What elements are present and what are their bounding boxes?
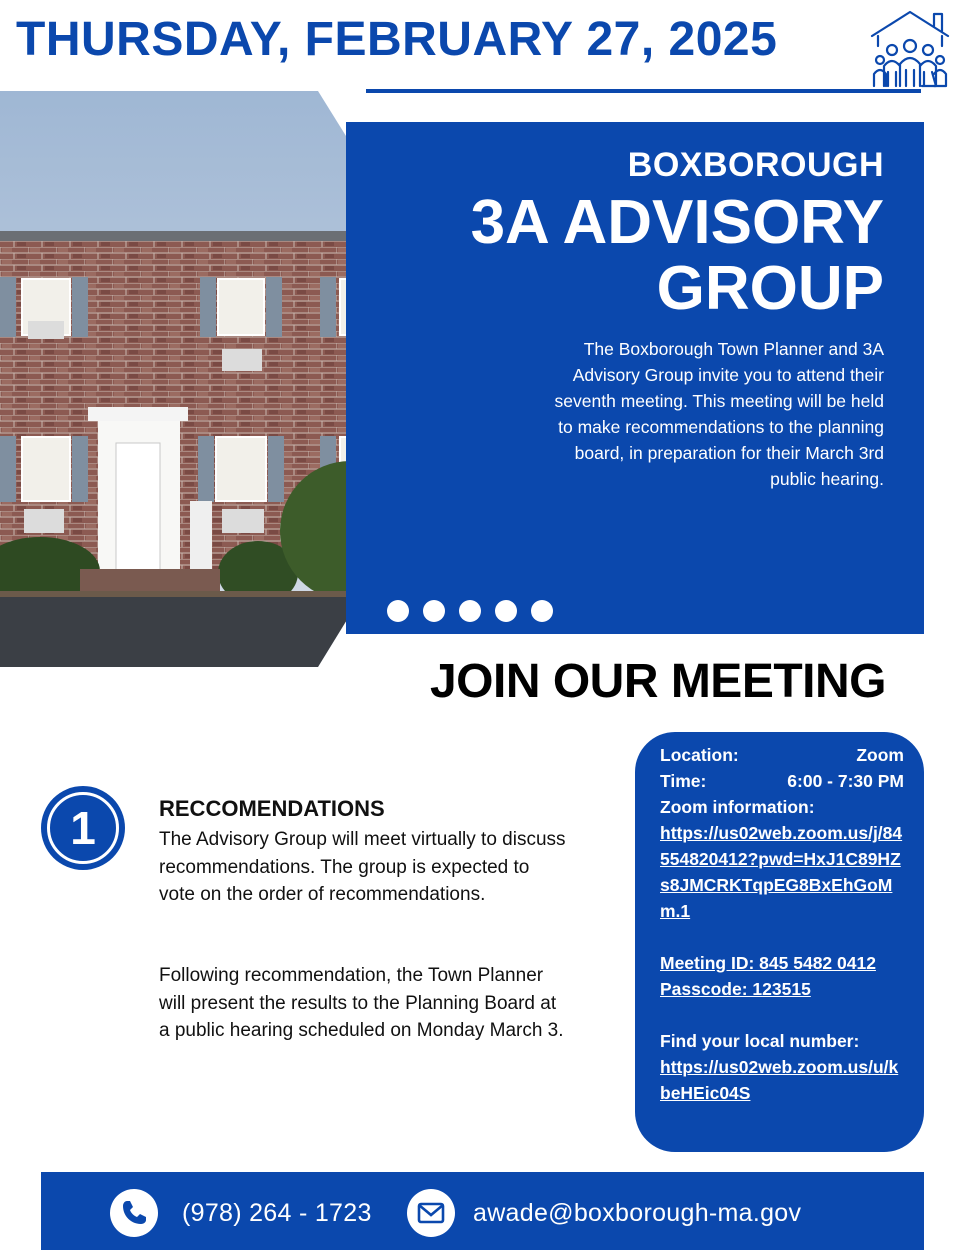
hero-description: The Boxborough Town Planner and 3A Advisory Group invite you to attend their seventh meeting. This meeting will be held to make recommendations to the planning board, in preparation for their March 3rd public hearing. xyxy=(554,339,884,489)
contact-footer xyxy=(41,1172,924,1250)
hero-subtitle: BOXBOROUGH xyxy=(627,146,884,184)
meeting-id[interactable]: Meeting ID: 845 5482 0412 xyxy=(660,953,876,973)
decorative-dots xyxy=(387,600,553,622)
location-value: Zoom xyxy=(856,745,904,765)
phone-number[interactable]: (978) 264 - 1723 xyxy=(182,1199,372,1227)
dot xyxy=(387,600,409,622)
zoom-meeting-link[interactable]: https://us02web.zoom.us/j/84554820412?pwd=HxJ1C89HZs8JMCRKTqpEG8BxEhGoMm.1 xyxy=(660,823,903,921)
dot xyxy=(459,600,481,622)
phone-icon xyxy=(110,1189,158,1237)
join-heading: JOIN OUR MEETING xyxy=(429,655,886,708)
dot xyxy=(423,600,445,622)
hero-title: 3A ADVISORY GROUP xyxy=(470,188,884,323)
section-paragraph-2: Following recommendation, the Town Planner will present the results to the Planning Board at a public hearing scheduled on Monday March 3. xyxy=(159,965,564,1041)
step-number: 1 xyxy=(47,792,119,864)
dot xyxy=(495,600,517,622)
meeting-info-box xyxy=(635,732,924,1152)
section-paragraph-1: The Advisory Group will meet virtually to discuss recommendations. The group is expected to vote on the order of recommendations. xyxy=(159,829,566,905)
time-row xyxy=(660,768,904,794)
time-value: 6:00 - 7:30 PM xyxy=(787,771,904,791)
local-number-label: Find your local number: xyxy=(660,1031,860,1051)
envelope-icon xyxy=(407,1189,455,1237)
step-number-badge xyxy=(41,786,125,870)
section-heading: RECCOMENDATIONS xyxy=(159,796,385,821)
email-address[interactable]: awade@boxborough-ma.gov xyxy=(473,1199,802,1227)
location-row xyxy=(660,742,904,768)
local-number-link[interactable]: https://us02web.zoom.us/u/kbeHEic04S xyxy=(660,1057,899,1103)
family-house-icon xyxy=(866,6,954,90)
zoom-info-label: Zoom information: xyxy=(660,797,815,817)
location-label: Location: xyxy=(660,745,739,765)
dot xyxy=(531,600,553,622)
passcode[interactable]: Passcode: 123515 xyxy=(660,979,811,999)
time-label: Time: xyxy=(660,771,707,791)
event-date: THURSDAY, FEBRUARY 27, 2025 xyxy=(16,13,778,66)
